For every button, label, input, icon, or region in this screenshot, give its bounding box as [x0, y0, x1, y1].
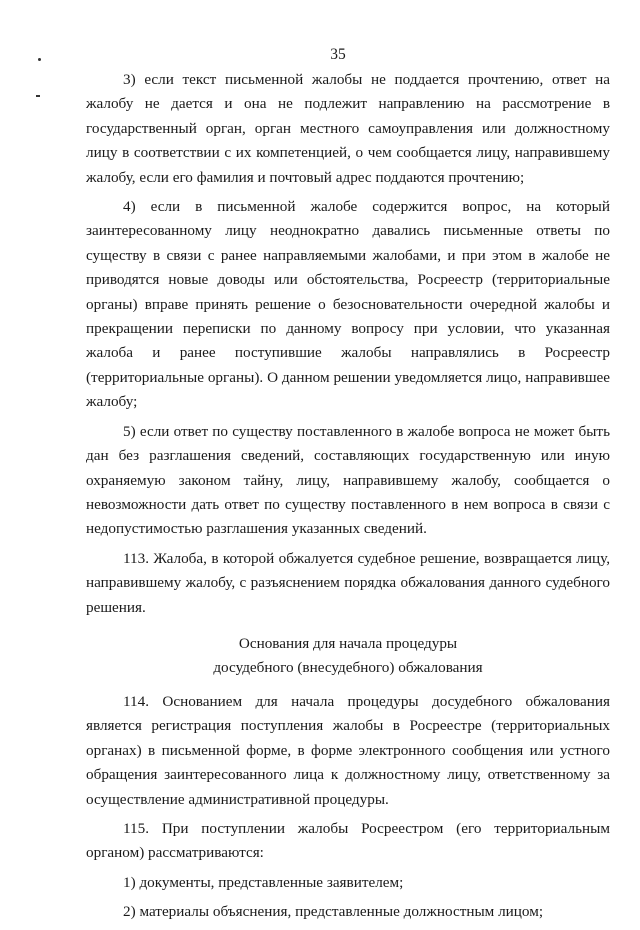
list-item-1: 1) документы, представленные заявителем; — [123, 873, 404, 891]
paragraph-115: 115. При поступлении жалобы Росреестром (его территориальным органом) рассматриваются: — [86, 819, 610, 862]
paragraph-item-5: 5) если ответ по существу поставленного в жалобе вопроса не может быть дан без разглашения сведений, составляющих государственную или иную охраняемую законом тайну, лицу, направившему жалобу, сообщается о невозможности дать ответ по существу поставленного в нем вопроса в связи с недопустимостью разглашения указанных сведений. — [86, 422, 610, 538]
paragraph-114: 114. Основанием для начала процедуры досудебного обжалования является регистрация поступления жалобы в Росреестре (территориальных органах) в письменной форме, в форме электронного сообщения или устного обращения заинтересованного лица к должностному лицу, ответственному за осуществление административной процедуры. — [86, 692, 610, 808]
section-heading-line-2: досудебного (внесудебного) обжалования — [213, 658, 483, 676]
page-number: 35 — [330, 46, 346, 63]
section-heading — [86, 632, 610, 680]
scan-dash-mark — [36, 95, 40, 97]
paragraph-113: 113. Жалоба, в которой обжалуется судебное решение, возвращается лицу, направившему жалобу, с разъяснением порядка обжалования данного судебного решения. — [86, 549, 610, 616]
paragraph-item-3: 3) если текст письменной жалобы не поддается прочтению, ответ на жалобу не дается и она не подлежит направлению на рассмотрение в государственный орган, орган местного самоуправления или должностному лицу в соответствии с их компетенцией, о чем сообщается лицу, направившему жалобу, если его фамилия и почтовый адрес поддаются прочтению; — [86, 71, 610, 186]
section-heading-line-1: Основания для начала процедуры — [238, 634, 458, 652]
document-body — [86, 68, 610, 930]
paragraph-item-4: 4) если в письменной жалобе содержится вопрос, на который заинтересованному лицу неоднократно давались письменные ответы по существу в связи с ранее направляемыми жалобами, и при этом в жалобе не приводятся новые доводы или обстоятельства, Росреестр (территориальные органы) вправе принять решение о безосновательности очередной жалобы и прекращении переписки по данному вопросу при условии, что указанная жалоба и ранее поступившие жалобы направлялись в Росреестр (территориальные органы). О данном решении уведомляется лицо, направившее жалобу; — [86, 198, 610, 411]
list-item-2: 2) материалы объяснения, представленные должностным лицом; — [123, 903, 544, 921]
